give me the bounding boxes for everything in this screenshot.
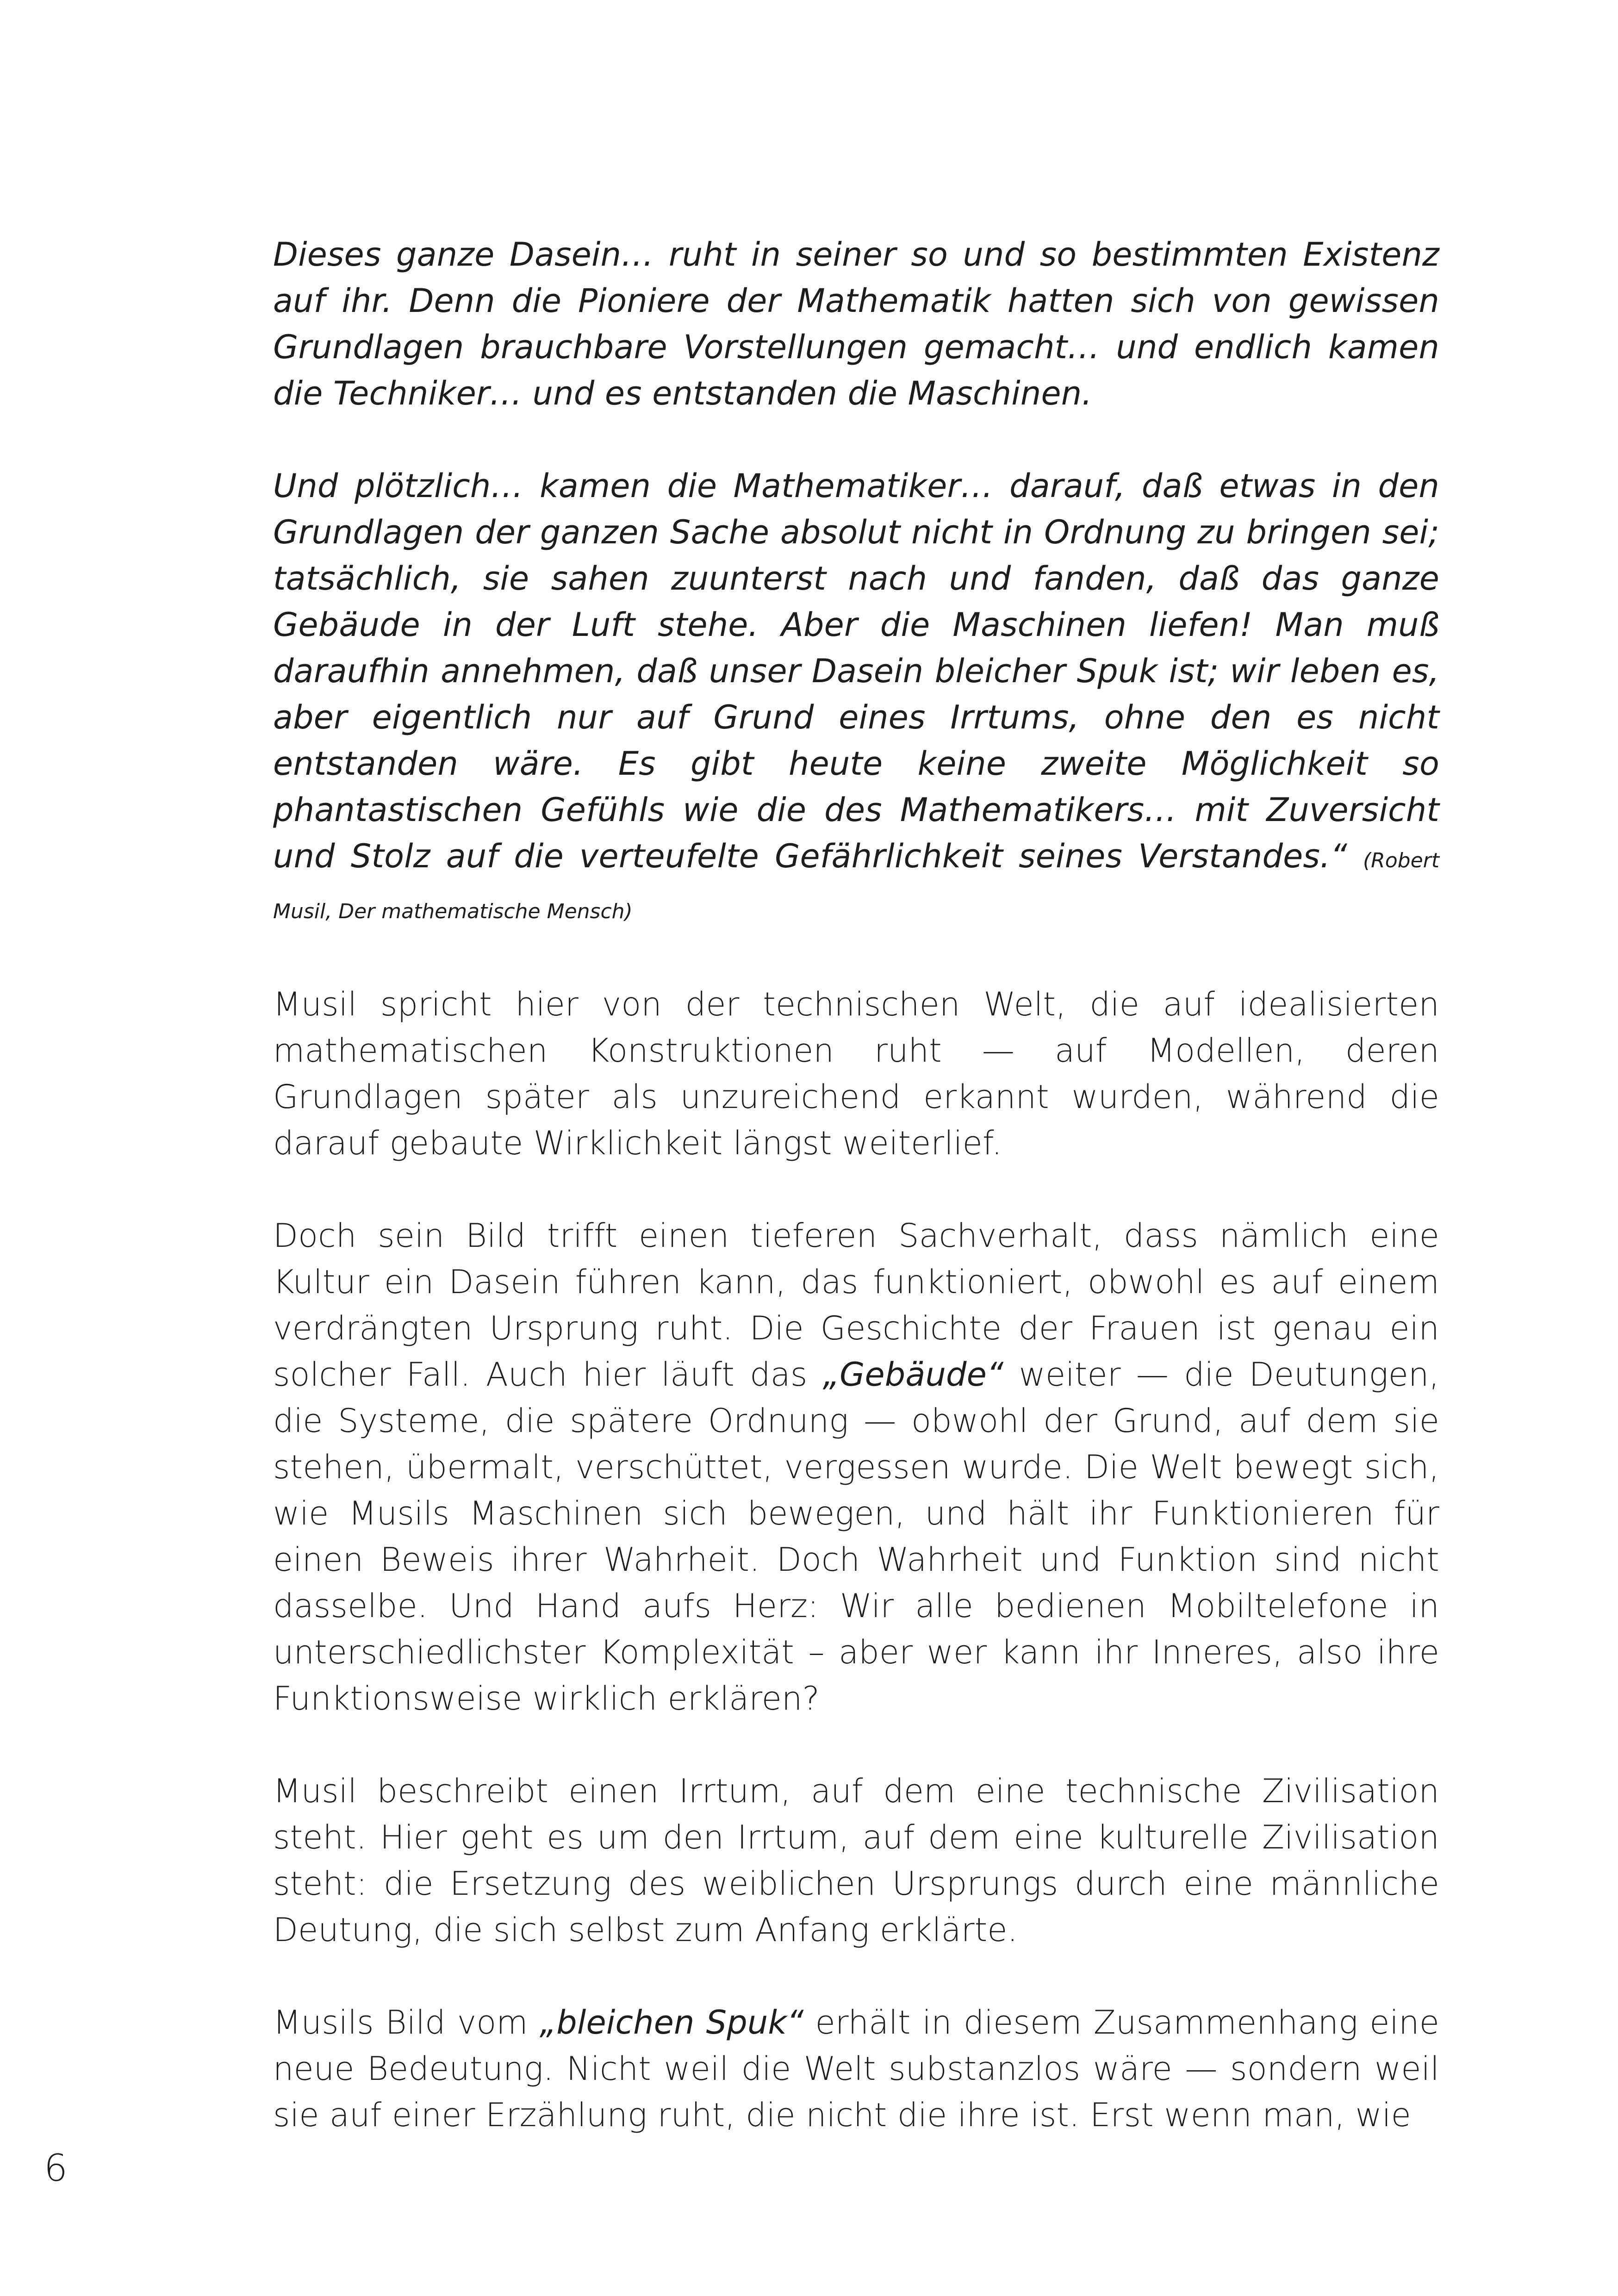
emphasis-bleichen-spuk: „bleichen Spuk“ [539,2004,804,2041]
body-paragraph-3 [273,1768,1439,1953]
body-text-4-after: erhält in diesem Zusammenhang eine neue Bedeutung. Nicht weil die Welt substanzlos wäre — sondern weil sie auf einer Erzählung ruht, die nicht die ihre ist. Erst wenn man, wie [273,2004,1439,2134]
quote-text-1: Dieses ganze Dasein… ruht in seiner so und so bestimmten Existenz auf ihr. Denn die Pioniere der Mathematik hatten sich von gewissen Grundlagen brauchbare Vorstellungen gemacht… und endlich kamen die Techniker… und es entstanden die Maschinen. [273,236,1439,412]
body-text-4-before: Musils Bild vom [273,2004,540,2041]
body-text-2-before: Doch sein Bild trifft einen tieferen Sachverhalt, dass nämlich eine Kultur ein Dasein führen kann, das funktioniert, obwohl es auf einem verdrängten Ursprung ruht. Die Geschichte der Frauen ist genau ein solcher Fall. Auch hier läuft das [273,1217,1439,1394]
body-text-2-after: weiter — die Deutungen, die Systeme, die spätere Ordnung — obwohl der Grund, auf dem sie stehen, übermalt, verschüttet, vergessen wurde. Die Welt bewegt sich, wie Musils Maschinen sich bewegen, und hält ihr Funktionieren für einen Beweis ihrer Wahrheit. Doch Wahrheit und Funktion sind nicht dasselbe. Und Hand aufs Herz: Wir alle bedienen Mobiltelefone in unterschiedlichster Komplexität – aber wer kann ihr Inneres, also ihre Funktionsweise wirklich erklären? [273,1356,1439,1717]
body-paragraph-1 [273,981,1439,1166]
quote-paragraph-1 [273,231,1439,417]
emphasis-gebaeude: „Gebäude“ [822,1356,1004,1394]
quote-paragraph-2 [273,463,1439,935]
body-paragraph-4 [273,1999,1439,2138]
quote-text-2: Und plötzlich… kamen die Mathematiker… darauf, daß etwas in den Grundlagen der ganzen Sache absolut nicht in Ordnung zu bringen sei; tatsächlich, sie sahen zuunterst nach und fanden, daß das ganze Gebäude in der Luft stehe. Aber die Maschinen liefen! Man muß daraufhin annehmen, daß unser Dasein bleicher Spuk ist; wir leben es, aber eigentlich nur auf Grund eines Irrtums, ohne den es nicht entstanden wäre. Es gibt heute keine zweite Möglichkeit so phantastischen Gefühls wie die des Mathematikers… mit Zuversicht und Stolz auf die verteufelte Gefährlichkeit seines Verstandes.“ [273,467,1439,875]
body-text-3: Musil beschreibt einen Irrtum, auf dem eine technische Zivilisation steht. Hier geht es um den Irrtum, auf dem eine kulturelle Zivilisation steht: die Ersetzung des weiblichen Ursprungs durch eine männliche Deutung, die sich selbst zum Anfang erklärte. [273,1772,1439,1949]
page-number: 6 [44,2147,68,2190]
body-paragraph-2 [273,1213,1439,1722]
page-body [273,231,1439,2184]
quote-citation: (Robert Musil, Der mathematische Mensch) [273,849,1439,923]
body-text-1: Musil spricht hier von der technischen Welt, die auf idealisierten mathematischen Konstruktionen ruht — auf Modellen, deren Grundlagen später als unzureichend erkannt wurden, während die darauf gebaute Wirklichkeit längst weiterlief. [273,985,1439,1162]
